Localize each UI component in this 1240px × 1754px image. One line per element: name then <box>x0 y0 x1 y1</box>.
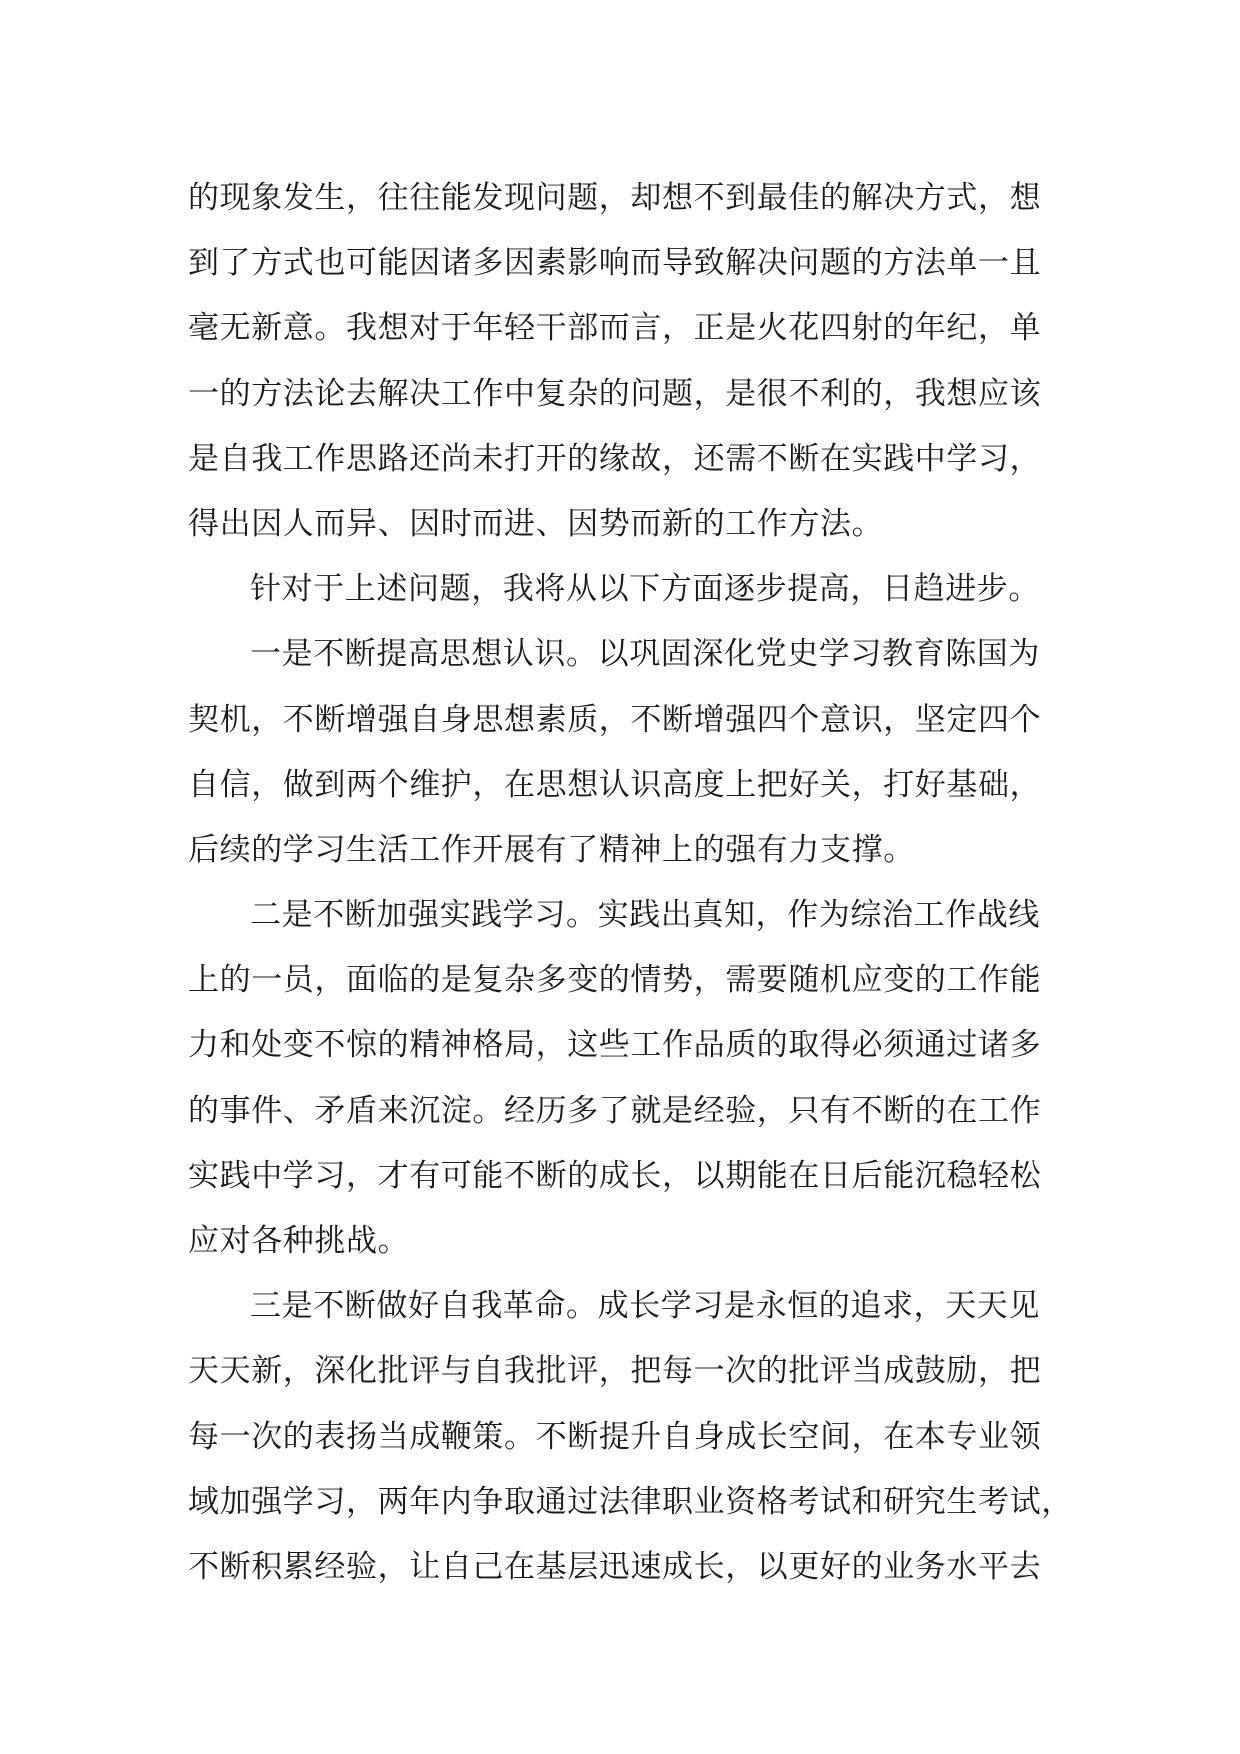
text-line: 每一次的表扬当成鞭策。不断提升自身成长空间，在本专业领 <box>188 1418 1042 1455</box>
text-line: 应对各种挑战。 <box>188 1223 410 1259</box>
document-body <box>188 166 1088 1600</box>
text-line: 是自我工作思路还尚未打开的缘故，还需不断在实践中学习， <box>188 440 1042 477</box>
paragraph-start-line: 三是不断做好自我革命。成长学习是永恒的追求，天天见 <box>250 1288 1040 1325</box>
paragraph-start-line: 针对于上述问题，我将从以下方面逐步提高，日趋进步。 <box>250 571 1040 608</box>
text-line: 实践中学习，才有可能不断的成长，以期能在日后能沉稳轻松 <box>188 1157 1042 1194</box>
paragraph-start-line: 二是不断加强实践学习。实践出真知，作为综治工作战线 <box>250 897 1040 934</box>
text-line: 得出因人而异、因时而进、因势而新的工作方法。 <box>188 505 884 542</box>
text-line: 域加强学习，两年内争取通过法律职业资格考试和研究生考试， <box>188 1483 1073 1520</box>
text-line: 到了方式也可能因诸多因素影响而导致解决问题的方法单一且 <box>188 245 1042 282</box>
text-line: 毫无新意。我想对于年轻干部而言，正是火花四射的年纪，单 <box>188 310 1042 347</box>
text-line: 的事件、矛盾来沉淀。经历多了就是经验，只有不断的在工作 <box>188 1092 1042 1129</box>
text-line: 后续的学习生活工作开展有了精神上的强有力支撑。 <box>188 831 915 868</box>
text-line: 力和处变不惊的精神格局，这些工作品质的取得必须通过诸多 <box>188 1027 1042 1064</box>
text-line: 不断积累经验，让自己在基层迅速成长，以更好的业务水平去 <box>188 1548 1042 1585</box>
text-line: 自信，做到两个维护，在思想认识高度上把好关，打好基础， <box>188 766 1042 803</box>
text-line: 契机，不断增强自身思想素质，不断增强四个意识，坚定四个 <box>188 701 1042 738</box>
text-line: 的现象发生，往往能发现问题，却想不到最佳的解决方式，想 <box>188 180 1042 216</box>
text-line: 天天新，深化批评与自我批评，把每一次的批评当成鼓励，把 <box>188 1353 1042 1390</box>
paragraph-start-line: 一是不断提高思想认识。以巩固深化党史学习教育陈国为 <box>250 636 1040 673</box>
text-line: 一的方法论去解决工作中复杂的问题，是很不利的，我想应该 <box>188 375 1042 412</box>
text-line: 上的一员，面临的是复杂多变的情势，需要随机应变的工作能 <box>188 962 1042 999</box>
